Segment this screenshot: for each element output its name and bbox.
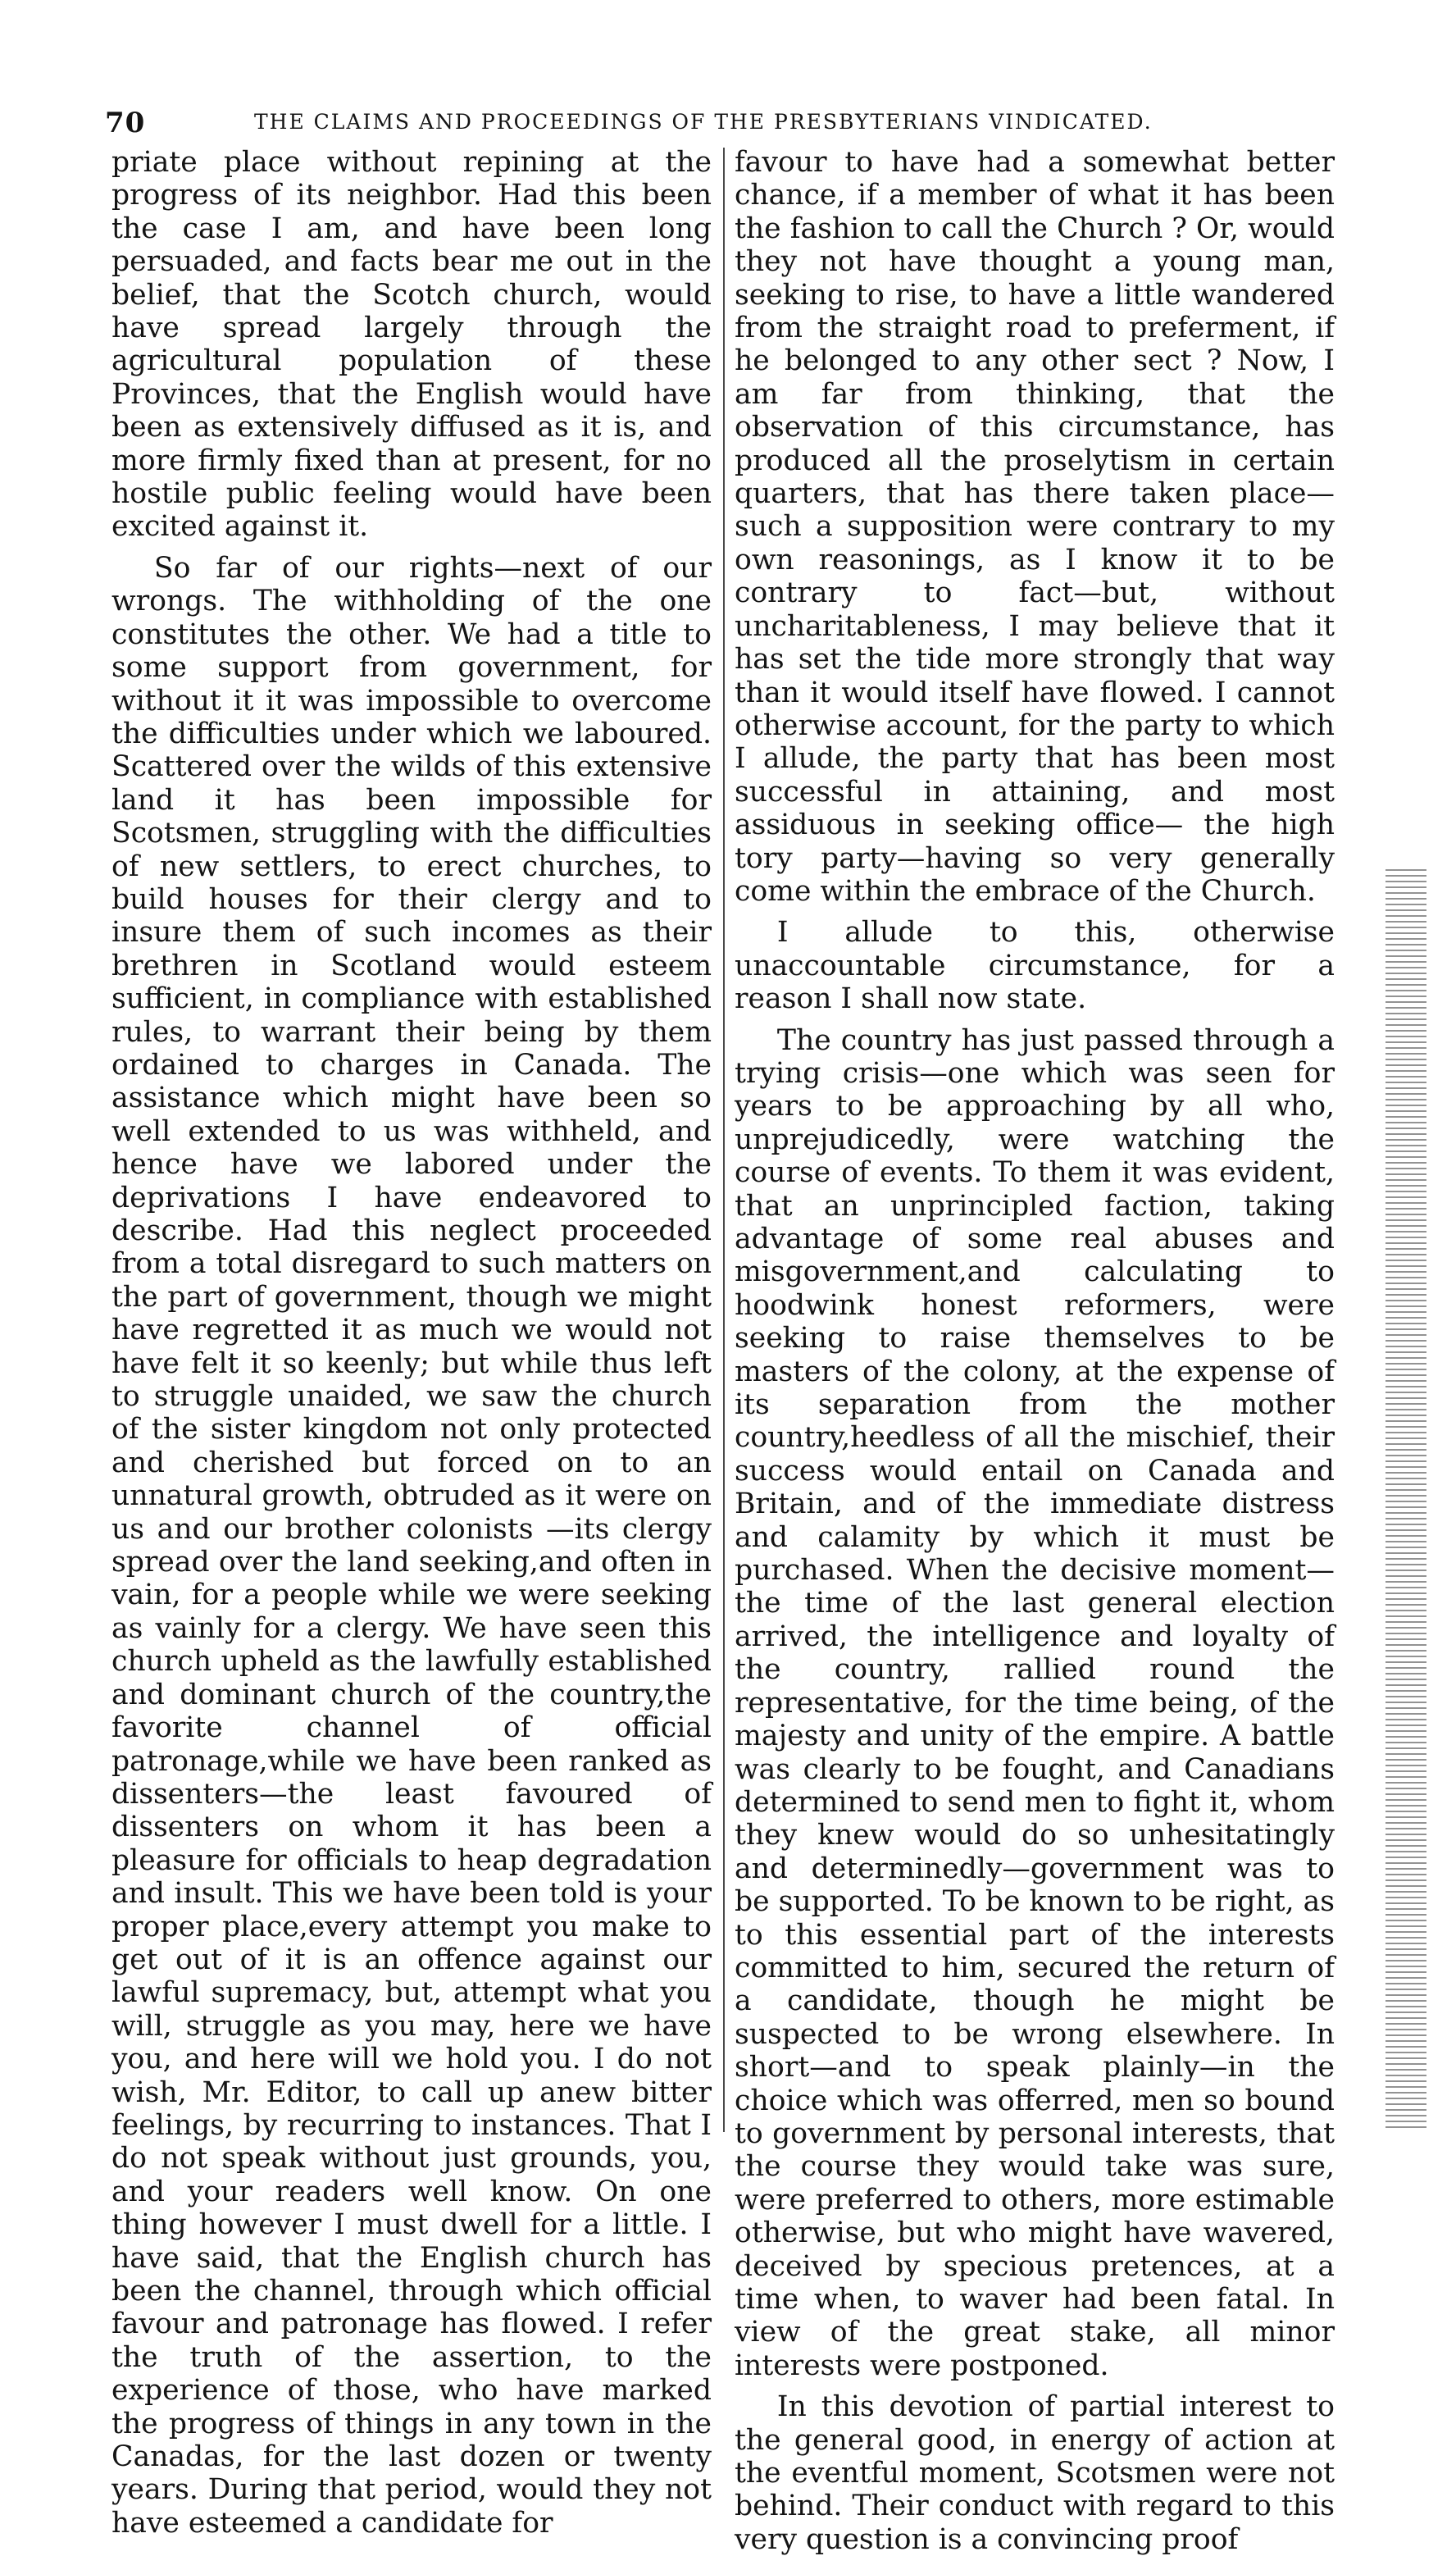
right-paragraph-3: The country has just passed through a trying crisis—one which was seen for years to be approaching by all who, unprejudicedly, were watching the course of events. To them it was evident, that an unprincipled faction, taking advantage of some real abuses and misgovernment,and calculating to hoodwink honest reformers, were seeking to raise themselves to be masters of the colony, at the expense of its separation from the mother country,heedless of all the mischief, their success would entail on Canada and Britain, and of the immediate distress and calamity by which it must be purchased. When the decisive moment—the time of the last general election arrived, the intelligence and loyalty of the country, rallied round the representative, for the time being, of the majesty and unity of the empire. A battle was clearly to be fought, and Canadians determined to send men to fight it, whom they knew would do so unhesitatingly and determinedly—government was to be supported. To be known to be right, as to this essential part of the interests committed to him, secured the return of a candidate, though he might be suspected to be wrong elsewhere. In short—and to speak plainly—in the choice which was offerred, men so bound to government by personal interests, that the course they would take was sure, were preferred to others, more estimable otherwise, but who might have wavered, deceived by specious pretences, at a time when, to waver had been fatal. In view of the great stake, all minor interests were postponed. xyxy=(735,1023,1335,2382)
running-head: THE CLAIMS AND PROCEEDINGS OF THE PRESBYTERIANS VINDICATED. xyxy=(254,110,1153,134)
right-paragraph-2: I allude to this, otherwise unaccountable circumstance, for a reason I shall now state. xyxy=(735,916,1335,1016)
page-number: 70 xyxy=(105,107,146,139)
right-column xyxy=(735,146,1335,2556)
right-paragraph-4: In this devotion of partial interest to the general good, in energy of action at the eventful moment, Scotsmen were not behind. Their conduct with regard to this very question is a convincing proof xyxy=(735,2390,1335,2556)
left-paragraph-2: So far of our rights—next of our wrongs. The withholding of the one constitutes the other. We had a title to some support from government, for without it it was impossible to overcome the difficulties under which we laboured. Scattered over the wilds of this extensive land it has been impossible for Scotsmen, struggling with the difficulties of new settlers, to erect churches, to build houses for their clergy and to insure them of such incomes as their brethren in Scotland would esteem sufficient, in compliance with established rules, to warrant their being by them ordained to charges in Canada. The assistance which might have been so well extended to us was withheld, and hence have we labored under the deprivations I have endeavored to describe. Had this neglect proceeded from a total disregard to such matters on the part of government, though we might have regretted it as much we would not have felt it so keenly; but while thus left to struggle unaided, we saw the church of the sister kingdom not only protected and cherished but forced on to an unnatural growth, obtruded as it were on us and our brother colonists —its clergy spread over the land seeking,and often in vain, for a people while we were seeking as vainly for a clergy. We have seen this church upheld as the lawfully established and dominant church of the country,the favorite channel of official patronage,while we have been ranked as dissenters—the least favoured of dissenters on whom it has been a pleasure for officials to heap degradation and insult. This we have been told is your proper place,every attempt you make to get out of it is an offence against our lawful supremacy, but, attempt what you will, struggle as you may, here we have you, and here will we hold you. I do not wish, Mr. Editor, to call up anew bitter feelings, by recurring to instances. That I do not speak without just grounds, you, and your readers well know. On one thing however I must dwell for a little. I have said, that the English church has been the channel, through which official favour and patronage has flowed. I refer the truth of the assertion, to the experience of those, who have marked the progress of things in any town in the Canadas, for the last dozen or twenty years. During that period, would they not have esteemed a candidate for xyxy=(111,551,712,2540)
column-divider xyxy=(723,148,725,2132)
left-column xyxy=(111,146,712,2540)
scan-edge-artifact xyxy=(1385,869,1426,2132)
right-paragraph-1: favour to have had a somewhat better chance, if a member of what it has been the fashion to call the Church ? Or, would they not have thought a young man, seeking to rise, to have a little wandered from the straight road to preferment, if he belonged to any other sect ? Now, I am far from thinking, that the observation of this circumstance, has produced all the proselytism in certain quarters, that has there taken place—such a supposition were contrary to my own reasonings, as I know it to be contrary to fact—but, without uncharitableness, I may believe that it has set the tide more strongly that way than it would itself have flowed. I cannot otherwise account, for the party to which I allude, the party that has been most successful in attaining, and most assiduous in seeking office— the high tory party—having so very generally come within the embrace of the Church. xyxy=(735,146,1335,908)
left-paragraph-1: priate place without repining at the progress of its neighbor. Had this been the case I am, and have been long persuaded, and facts bear me out in the belief, that the Scotch church, would have spread largely through the agricultural population of these Provinces, that the English would have been as extensively diffused as it is, and more firmly fixed than at present, for no hostile public feeling would have been excited against it. xyxy=(111,146,712,544)
